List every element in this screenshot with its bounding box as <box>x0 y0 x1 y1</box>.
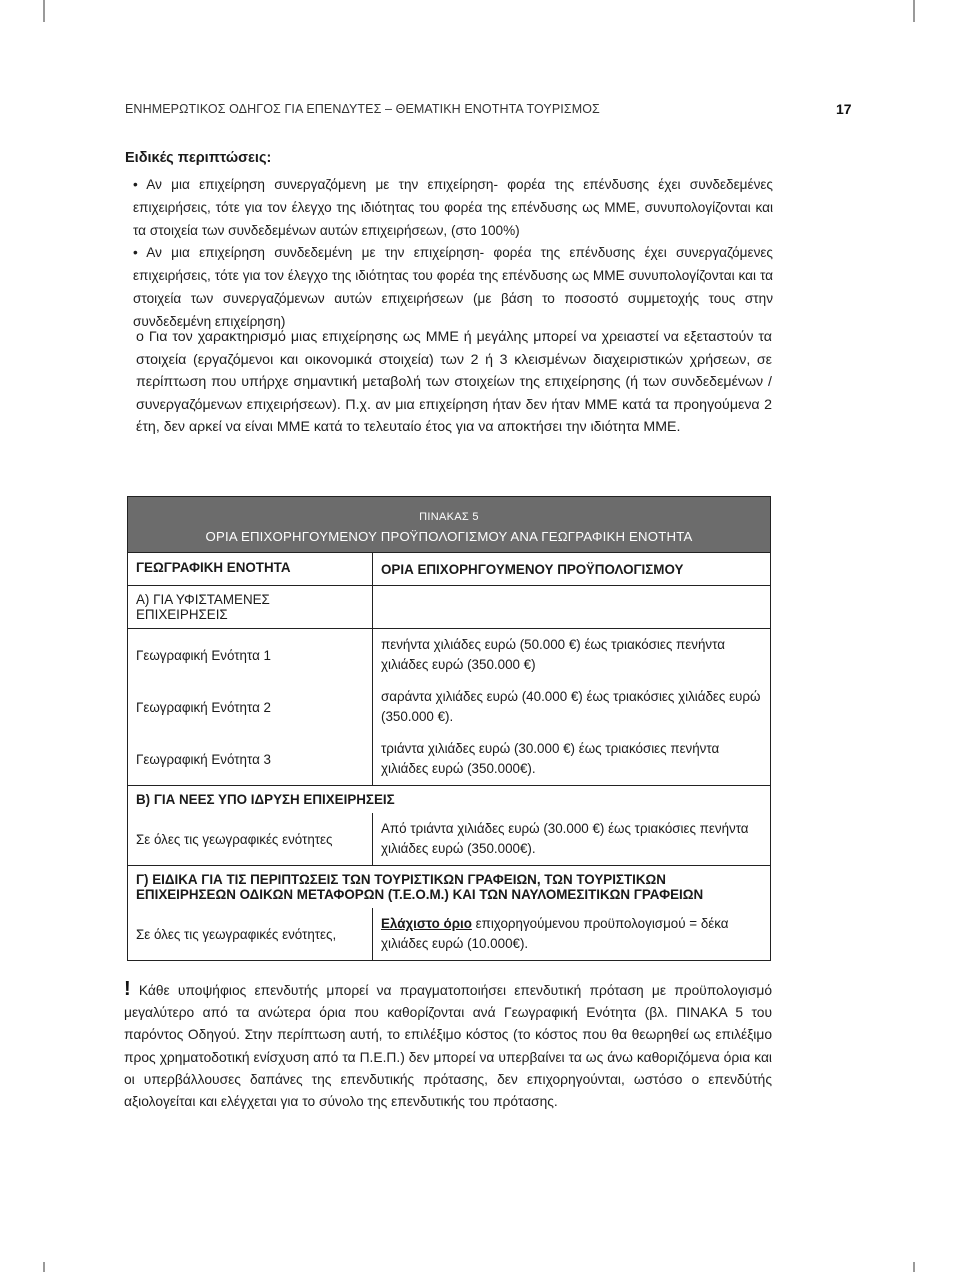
table-section-row <box>128 785 770 813</box>
table-row <box>128 733 770 785</box>
limit-cell: τριάντα χιλιάδες ευρώ (30.000 €) έως τριακόσιες πενήντα χιλιάδες ευρώ (350.000€). <box>381 741 720 776</box>
bullet-item: • Αν μια επιχείρηση συνεργαζόμενη με την επιχείρηση- φορέα της επένδυσης έχει συνδεδεμένες επιχειρήσεις, τότε για τον έλεγχο της ιδιότητας του φορέα της επένδυσης ως ΜΜΕ, συνυπολογίζονται και τα στοιχεία των συνδεδεμένων αυτών επιχειρήσεων, (στο 100%) <box>133 177 773 238</box>
column-header-limit: ΟΡΙΑ ΕΠΙΧΟΡΗΓΟΥΜΕΝΟΥ ΠΡΟΫΠΟΛΟΓΙΣΜΟΥ <box>381 562 684 577</box>
minimum-limit-text: επιχορηγούμενου προϋπολογισμού = δέκα χιλιάδες ευρώ (10.000€). <box>381 916 729 951</box>
region-cell: Σε όλες τις γεωγραφικές ενότητες, <box>128 908 373 960</box>
table-section-row <box>128 865 770 908</box>
body-paragraph <box>136 326 772 439</box>
table-row <box>128 813 770 865</box>
section-c-label: Γ) ΕΙΔΙΚΑ ΓΙΑ ΤΙΣ ΠΕΡΙΠΤΩΣΕΙΣ ΤΩΝ ΤΟΥΡΙΣΤΙΚΩΝ ΓΡΑΦΕΙΩΝ, ΤΩΝ ΤΟΥΡΙΣΤΙΚΩΝ ΕΠΙΧΕΙΡΗΣΕΩΝ ΟΔΙΚΩΝ ΜΕΤΑΦΟΡΩΝ (Τ.Ε.Ο.Μ.) ΚΑΙ ΤΩΝ ΝΑΥΛΟΜΕΣΙΤΙΚΩΝ ΓΡΑΦΕΙΩΝ <box>136 872 704 902</box>
limit-cell: σαράντα χιλιάδες ευρώ (40.000 €) έως τριακόσιες χιλιάδες ευρώ (350.000 €). <box>381 689 761 724</box>
bullet-item: • Αν μια επιχείρηση συνδεδεμένη με την επιχείρηση- φορέα της επένδυσης έχει συνεργαζόμενες επιχειρήσεις, τότε για τον έλεγχο της ιδιότητας του φορέα της επένδυσης ως ΜΜΕ συνυπολογίζονται και τα στοιχεία των συνεργαζόμενων αυτών επιχειρήσεων (με βάση το ποσοστό συμμετοχής τους στην συνδεδεμένη επιχείρηση) <box>133 245 773 329</box>
limit-cell <box>373 908 770 960</box>
exclamation-icon: ! <box>124 978 131 1000</box>
table-row <box>128 628 770 681</box>
crop-mark <box>43 1262 45 1272</box>
table-label: ΠΙΝΑΚΑΣ 5 <box>419 511 479 523</box>
paragraph-text: ο Για τον χαρακτηρισμό μιας επιχείρησης ως ΜΜΕ ή μεγάλης μπορεί να χρειαστεί να εξεταστούν τα στοιχεία (εργαζόμενοι και οικονομικά στοιχεία) των 2 ή 3 κλεισμένων διαχειριστικών χρήσεων, σε περίπτωση που υπήρχε σημαντική μεταβολή των στοιχείων της επιχείρησης (ή των συνδεδεμένων / συνεργαζόμενων επιχειρήσεων). Π.χ. αν μια επιχείρηση ήταν δεν ήταν ΜΜΕ κατά τα προηγούμενα 2 έτη, δεν αρκεί να είναι ΜΜΕ κατά το τελευταίο έτος για να αποκτήσει την ιδιότητα ΜΜΕ. <box>136 329 772 436</box>
section-heading: Ειδικές περιπτώσεις: <box>125 150 272 166</box>
region-cell: Σε όλες τις γεωγραφικές ενότητες <box>128 813 373 865</box>
bullet-list <box>133 174 773 334</box>
crop-mark <box>913 0 915 22</box>
limit-cell: Από τριάντα χιλιάδες ευρώ (30.000 €) έως τριακόσιες πενήντα χιλιάδες ευρώ (350.000€). <box>381 821 749 856</box>
region-cell: Γεωγραφική Ενότητα 1 <box>128 629 373 681</box>
table-header-band <box>128 497 770 552</box>
crop-mark <box>43 0 45 22</box>
column-header-region: ΓΕΩΓΡΑΦΙΚΗ ΕΝΟΤΗΤΑ <box>128 553 373 585</box>
section-a-label: Α) ΓΙΑ ΥΦΙΣΤΑΜΕΝΕΣ ΕΠΙΧΕΙΡΗΣΕΙΣ <box>128 586 373 628</box>
minimum-limit-label: Ελάχιστο όριο <box>381 916 472 931</box>
section-b-label: Β) ΓΙΑ ΝΕΕΣ ΥΠΟ ΙΔΡΥΣΗ ΕΠΙΧΕΙΡΗΣΕΙΣ <box>136 792 395 807</box>
table-column-headers <box>128 552 770 585</box>
running-header: ΕΝΗΜΕΡΩΤΙΚΟΣ ΟΔΗΓΟΣ ΓΙΑ ΕΠΕΝΔΥΤΕΣ – ΘΕΜΑΤΙΚΗ ΕΝΟΤΗΤΑ ΤΟΥΡΙΣΜΟΣ <box>125 102 600 116</box>
note-text: Κάθε υποψήφιος επενδυτής μπορεί να πραγματοποιήσει επενδυτική πρόταση με προϋπολογισμό μεγαλύτερο από τα ανώτερα όρια που καθορίζονται ανά Γεωγραφική Ενότητα (βλ. ΠΙΝΑΚΑ 5 του παρόντος Οδηγού. Στην περίπτωση αυτή, το επιλέξιμο κόστος (το κόστος που θα θεωρηθεί ως επιλέξιμο προς χρηματοδοτική ενίσχυση από τα Π.Ε.Π.) δεν μπορεί να υπερβαίνει τα ως άνω καθοριζόμενα όρια και οι υπερβάλλουσες δαπάνες της επενδυτικής πρότασης, δεν επιχορηγούνται, ωστόσο ο επενδύτής αξιολογείται και ελέγχεται για το σύνολο της επενδυτικής του πρότασης. <box>124 983 772 1110</box>
page-number: 17 <box>836 101 852 117</box>
region-cell: Γεωγραφική Ενότητα 3 <box>128 733 373 785</box>
region-cell: Γεωγραφική Ενότητα 2 <box>128 681 373 733</box>
limit-cell: πενήντα χιλιάδες ευρώ (50.000 €) έως τριακόσιες πενήντα χιλιάδες ευρώ (350.000 €) <box>381 637 725 672</box>
table-row <box>128 908 770 960</box>
note-paragraph <box>124 978 772 1113</box>
table-row <box>128 681 770 733</box>
crop-mark <box>913 1262 915 1272</box>
table-title: ΟΡΙΑ ΕΠΙΧΟΡΗΓΟΥΜΕΝΟΥ ΠΡΟΫΠΟΛΟΓΙΣΜΟΥ ΑΝΑ ΓΕΩΓΡΑΦΙΚΗ ΕΝΟΤΗΤΑ <box>205 529 693 544</box>
table-section-row <box>128 585 770 628</box>
limits-table <box>127 496 771 961</box>
empty-cell <box>373 586 770 628</box>
